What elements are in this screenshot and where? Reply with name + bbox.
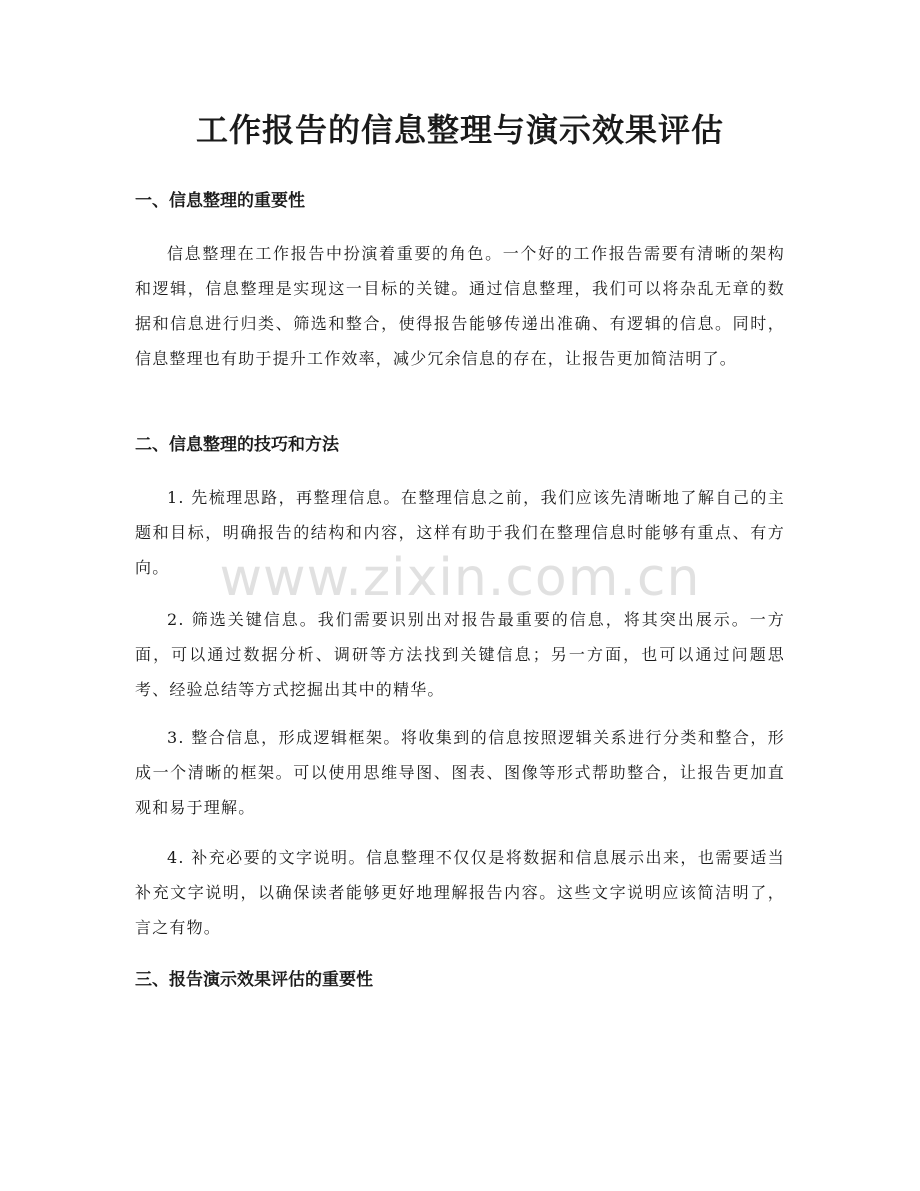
watermark: www.zixin.com.cn [219, 548, 701, 608]
section-2-paragraph-4: 4. 补充必要的文字说明。信息整理不仅仅是将数据和信息展示出来，也需要适当补充文字说明，以确保读者能够更好地理解报告内容。这些文字说明应该简洁明了，言之有物。 [135, 848, 785, 937]
section-2-paragraph-1: 1. 先梳理思路，再整理信息。在整理信息之前，我们应该先清晰地了解自己的主题和目标，明确报告的结构和内容，这样有助于我们在整理信息时能够有重点、有方向。 [135, 488, 785, 577]
section-2-paragraph-2: 2. 筛选关键信息。我们需要识别出对报告最重要的信息，将其突出展示。一方面，可以通过数据分析、调研等方法找到关键信息；另一方面，也可以通过问题思考、经验总结等方式挖掘出其中的精华。 [135, 610, 785, 699]
section-heading-1: 一、信息整理的重要性 [135, 191, 305, 211]
section-1-paragraph-1: 信息整理在工作报告中扮演着重要的角色。一个好的工作报告需要有清晰的架构和逻辑，信息整理是实现这一目标的关键。通过信息整理，我们可以将杂乱无章的数据和信息进行归类、筛选和整合，使得报告能够传递出准确、有逻辑的信息。同时，信息整理也有助于提升工作效率，减少冗余信息的存在，让报告更加简洁明了。 [135, 244, 785, 368]
document-title: 工作报告的信息整理与演示效果评估 [195, 111, 724, 149]
section-heading-3: 三、报告演示效果评估的重要性 [135, 970, 373, 990]
section-heading-2: 二、信息整理的技巧和方法 [135, 435, 339, 455]
section-2-paragraph-3: 3. 整合信息，形成逻辑框架。将收集到的信息按照逻辑关系进行分类和整合，形成一个清晰的框架。可以使用思维导图、图表、图像等形式帮助整合，让报告更加直观和易于理解。 [135, 728, 785, 817]
